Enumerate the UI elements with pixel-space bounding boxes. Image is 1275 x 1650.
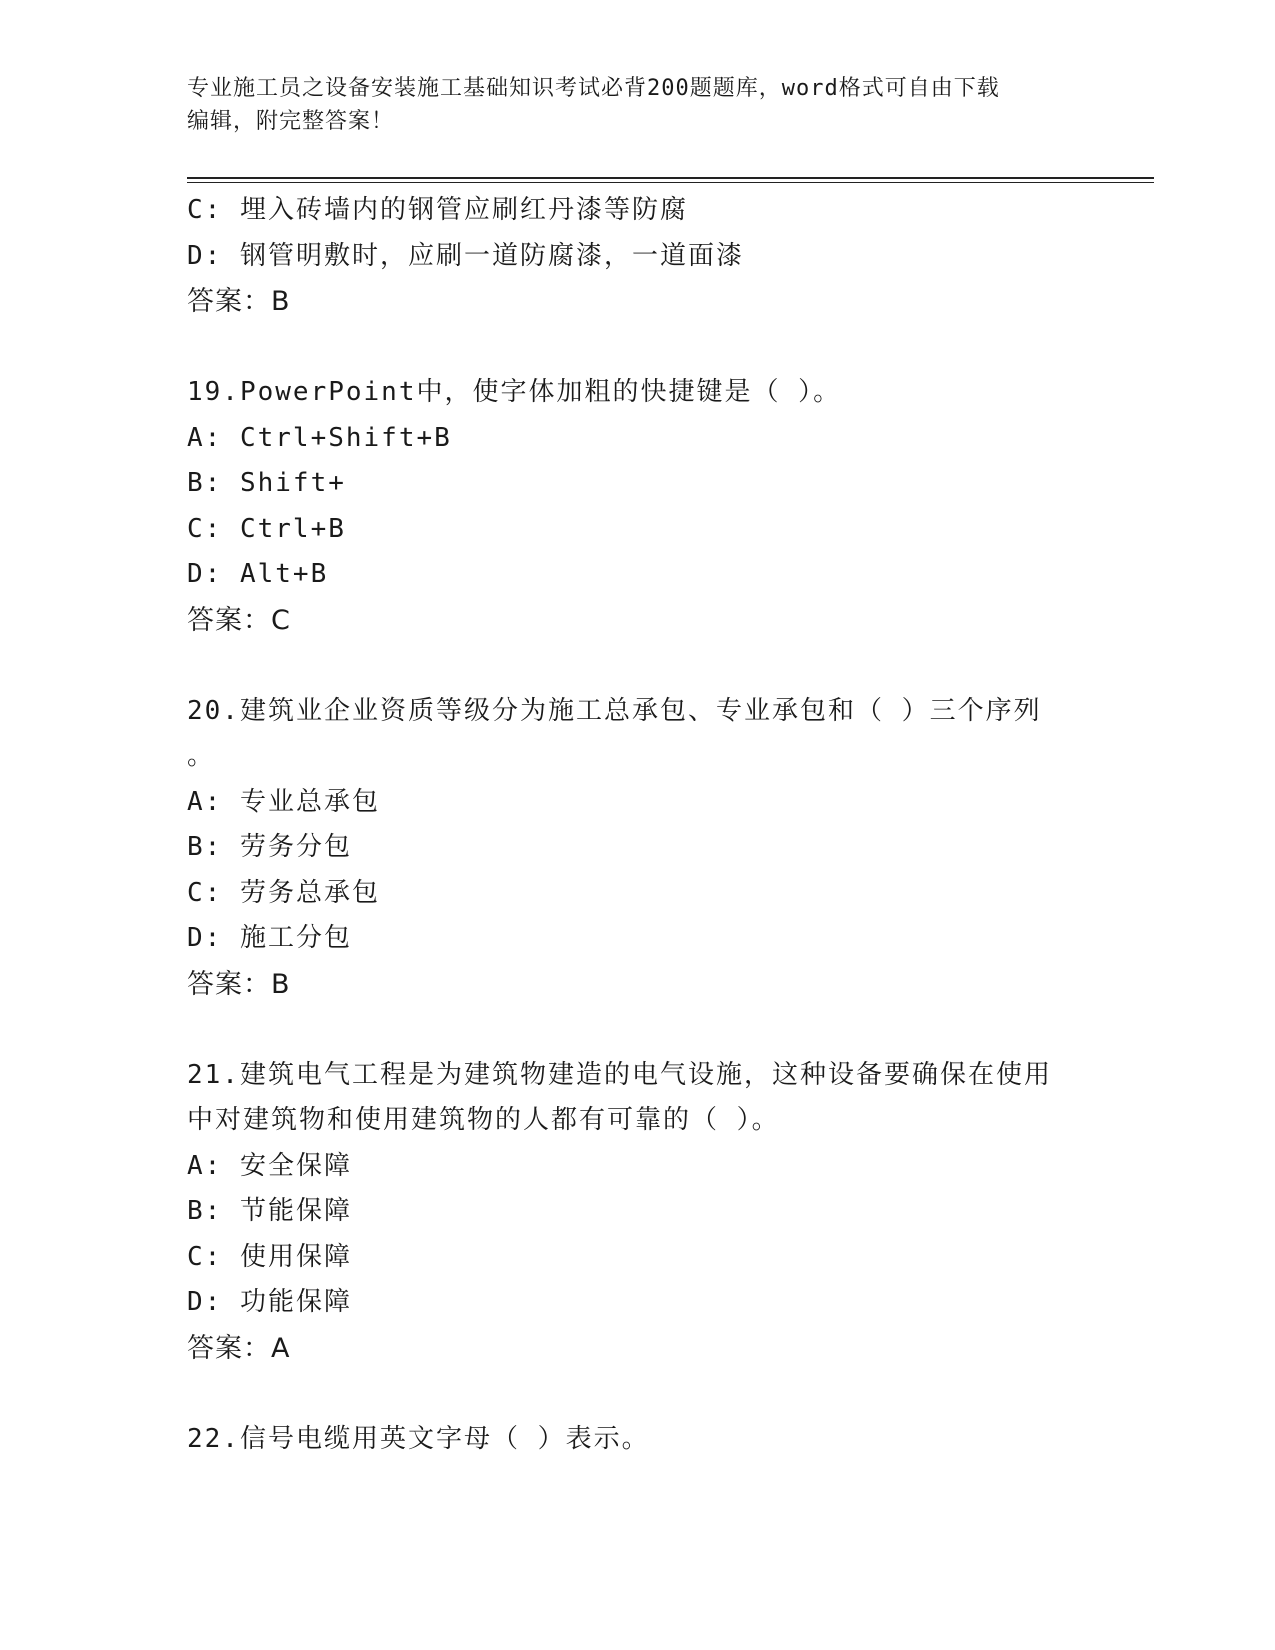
option-b: B: Shift+: [187, 468, 346, 498]
question-text: 20.建筑业企业资质等级分为施工总承包、专业承包和（ ）三个序列: [187, 695, 1042, 726]
option-c: C: 劳务总承包: [187, 877, 380, 908]
option-d: D: Alt+B: [187, 559, 329, 589]
question-text-cont: 。: [187, 741, 216, 771]
option-a: A: Ctrl+Shift+B: [187, 422, 452, 453]
option-d: D: 功能保障: [187, 1287, 352, 1317]
option-c: C: Ctrl+B: [187, 513, 346, 544]
option-d: D: 钢管明敷时，应刷一道防腐漆，一道面漆: [187, 240, 744, 271]
answer-line: 答案：B: [187, 286, 291, 317]
question-19: [187, 370, 1087, 643]
answer-line: 答案：B: [187, 968, 291, 1000]
question-21: [187, 1053, 1087, 1372]
option-c: C: 使用保障: [187, 1241, 352, 1272]
document-header: [187, 72, 1067, 138]
option-b: B: 劳务分包: [187, 832, 352, 862]
question-text: 19.PowerPoint中，使字体加粗的快捷键是（ ）。: [187, 377, 842, 407]
question-text: 22.信号电缆用英文字母（ ）表示。: [187, 1423, 650, 1454]
question-18: [187, 188, 1087, 325]
header-line-2: 编辑，附完整答案！: [187, 109, 395, 134]
option-b: B: 节能保障: [187, 1196, 352, 1226]
question-text: 21.建筑电气工程是为建筑物建造的电气设施，这种设备要确保在使用: [187, 1059, 1052, 1090]
answer-line: 答案：A: [187, 1332, 291, 1364]
answer-line: 答案：C: [187, 604, 291, 636]
question-list: [187, 188, 1087, 1462]
option-a: A: 专业总承包: [187, 786, 380, 817]
question-22: [187, 1417, 1087, 1463]
question-text-cont: 中对建筑物和使用建筑物的人都有可靠的（ ）。: [187, 1105, 780, 1135]
option-a: A: 安全保障: [187, 1150, 352, 1181]
header-rule-thin: [187, 182, 1154, 183]
header-rule-thick: [187, 177, 1154, 179]
option-d: D: 施工分包: [187, 923, 352, 953]
header-line-1: 专业施工员之设备安装施工基础知识考试必背200题题库，word格式可自由下载: [187, 76, 1000, 101]
question-20: [187, 689, 1087, 1008]
option-c: C: 埋入砖墙内的钢管应刷红丹漆等防腐: [187, 195, 688, 225]
